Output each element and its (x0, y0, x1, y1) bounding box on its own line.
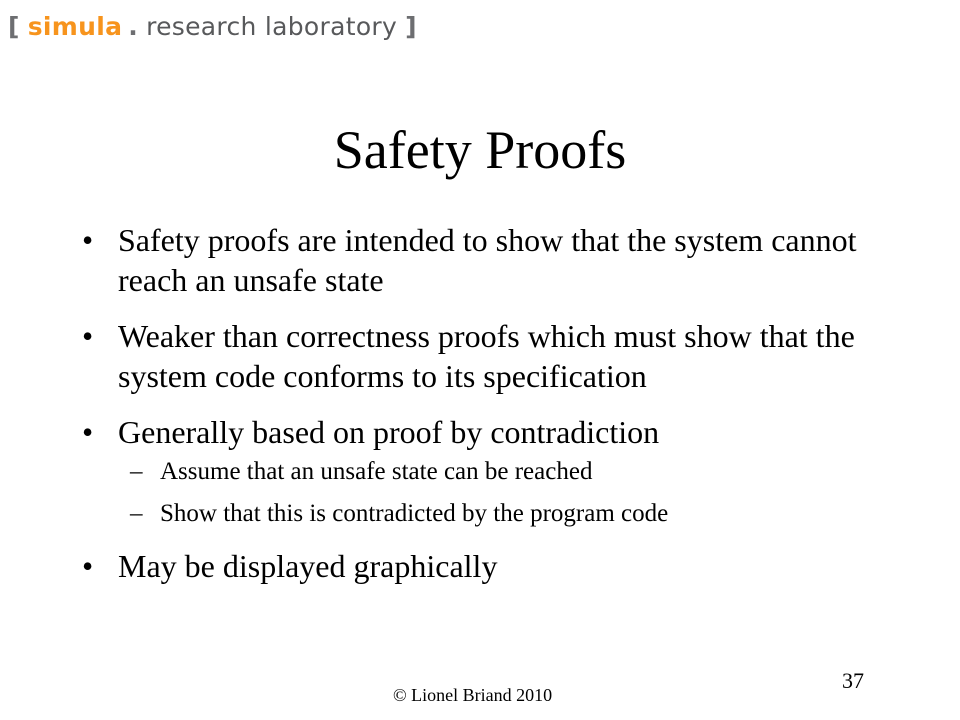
bullet-text: Generally based on proof by contradiction (118, 414, 660, 450)
simula-logo (8, 8, 417, 44)
bullet-item (80, 546, 880, 586)
bullet-item (80, 412, 880, 530)
slide-title: Safety Proofs (333, 120, 627, 180)
bullet-text: May be displayed graphically (118, 548, 498, 584)
sub-bullet-item (118, 456, 880, 488)
sub-bullet-text: Assume that an unsafe state can be reached (160, 458, 593, 485)
logo-subtitle: research laboratory (146, 11, 398, 41)
bullet-mark: • (82, 318, 94, 354)
logo-brand: simula (27, 11, 123, 41)
bullet-list (80, 220, 880, 602)
footer-copyright: © Lionel Briand 2010 (393, 685, 553, 705)
logo-bracket-right: ] (405, 11, 417, 41)
bullet-text: Weaker than correctness proofs which must show that the system code conforms to its specification (118, 318, 855, 394)
logo-bracket-left: [ (8, 11, 20, 41)
bullet-mark: • (82, 414, 94, 450)
bullet-mark: • (82, 548, 94, 584)
sub-bullet-list (118, 456, 880, 530)
bullet-mark: • (82, 222, 94, 258)
bullet-item (80, 316, 880, 396)
logo-dot: . (128, 11, 139, 41)
bullet-text: Safety proofs are intended to show that the system cannot reach an unsafe state (118, 222, 857, 298)
sub-bullet-text: Show that this is contradicted by the program code (160, 500, 669, 527)
sub-bullet-item (118, 498, 880, 530)
sub-bullet-dash: – (130, 458, 143, 485)
bullet-item (80, 220, 880, 300)
page-number: 37 (842, 668, 864, 693)
sub-bullet-dash: – (130, 500, 143, 527)
